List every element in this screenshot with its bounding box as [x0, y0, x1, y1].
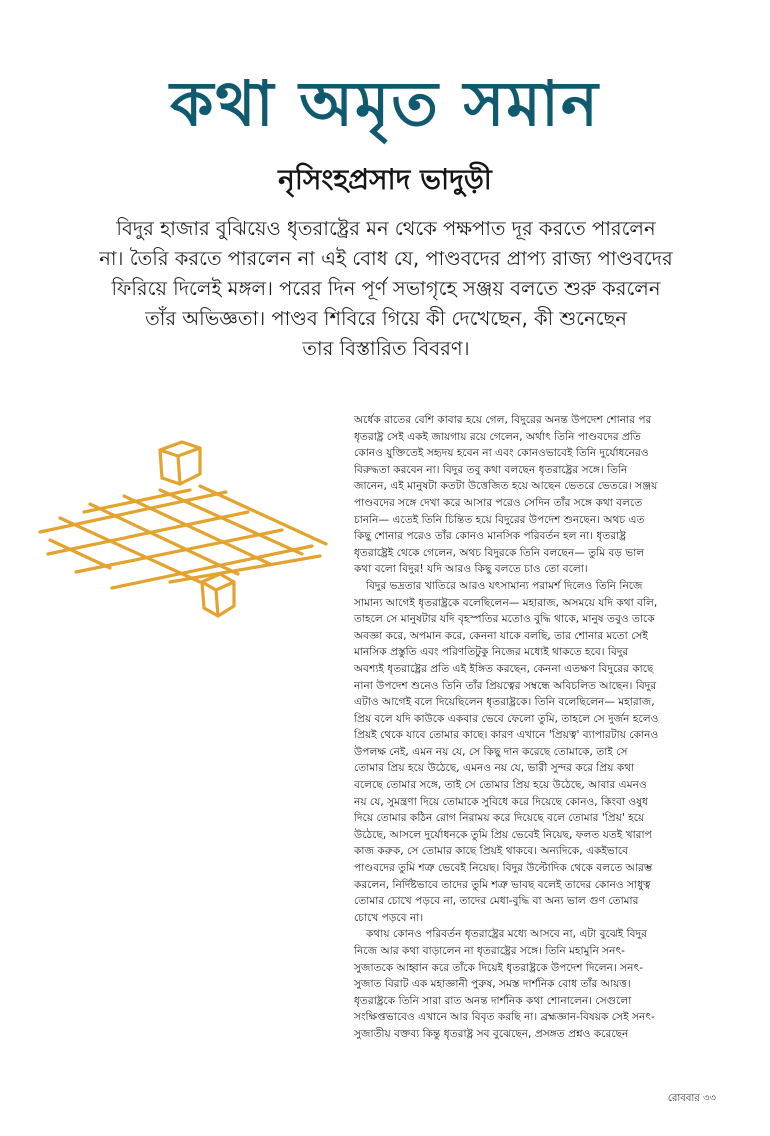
body-line: সুজাত বিরাট এক মহাজ্ঞানী পুরুষ, সমস্ত দার্শনিক বোধ তাঁর আয়ত্ত।	[354, 978, 631, 991]
article-title: কথা অমৃত সমান	[170, 67, 600, 140]
body-line: সামান্য আগেই ধৃতরাষ্ট্রকে বলেছিলেন— মহারাজ, অসময়ে যদি কথা বলি,	[354, 596, 658, 609]
body-line: দিয়ে তোমার কঠিন রোগ নিরাময় করে দিয়েছে বলে তোমার 'প্রিয়' হয়ে	[354, 812, 645, 825]
body-line: ধৃতরাষ্ট্রকে তিনি সারা রাত অনন্ত দার্শনিক কথা শোনালেন। সেগুলো	[354, 994, 632, 1007]
body-line: তাহলে সে মানুষটার যদি বৃহস্পতির মতোও বুদ্ধি থাকে, মানুষ তবুও তাকে	[354, 613, 655, 626]
body-line: ধৃতরাষ্ট্র সেই একই জায়গায় রয়ে গেলেন, অর্থাৎ তিনি পাণ্ডবদের প্রতি	[354, 430, 641, 443]
body-line: কিছু শোনার পরেও তাঁর কোনও মানসিক পরিবর্তন হল না। ধৃতরাষ্ট্র	[354, 530, 626, 543]
body-line: কথায় কোনও পরিবর্তন ধৃতরাষ্ট্রের মধ্যে আসবে না, এটা বুঝেই বিদুর	[366, 928, 647, 941]
body-line: নানা উপদেশ শুনেও তিনি তাঁর প্রিয়ত্বের সম্বন্ধে অবিচলিত আছেন। বিদুর	[354, 679, 657, 692]
body-line: বিরুদ্ধতা করবেন না। বিদুর তবু কথা বলছেন ধৃতরাষ্ট্রের সঙ্গে। তিনি	[354, 463, 628, 476]
intro-line: তাঁর অভিজ্ঞতা। পাণ্ডব শিবিরে গিয়ে কী দেখেছেন, কী শুনেছেন	[145, 307, 627, 330]
body-line: কোনও যুক্তিতেই সহৃদয় হবেন না এবং কোনওভাবেই তিনি দুর্যোধনেরও	[354, 447, 649, 460]
body-line: চাননি— এতেই তিনি চিন্তিত হয়ে বিদুরের উপদেশ শুনছেন। অথচ এত	[354, 513, 645, 526]
body-line: অবশ্যই ধৃতরাষ্ট্রের প্রতি এই ইঙ্গিত করছেন, কেননা এতক্ষণ বিদুরের কাছে	[354, 662, 654, 675]
body-line: অবজ্ঞা করে, অপমান করে, কেননা যাকে বলছি, তার শোনার মতো সেই	[354, 629, 648, 642]
dice-board-illustration	[20, 432, 332, 622]
body-line: জানেন, এই মানুষটা কতটা উত্তেজিত হয়ে আছেন ভেতরে ভেতরে। সঞ্জয়	[354, 480, 658, 493]
body-line: কাজ করুক, সে তোমার কাছে প্রিয়ই থাকবে। অন্যদিকে, একইভাবে	[354, 845, 629, 858]
body-line: পাণ্ডবদের তুমি শত্রু ভেবেই নিয়েছ। বিদুর উল্টোদিক থেকে বলতে আরম্ভ	[354, 862, 653, 875]
body-line: তোমার প্রিয় হয়ে উঠেছে, এমনও নয় যে, ভারী সুন্দর করে প্রিয় কথা	[354, 762, 635, 775]
body-line: উপলক্ষ নেই, এমন নয় যে, সে কিছু দান করেছে তোমাকে, তাই সে	[354, 745, 628, 758]
intro-line: তার বিস্তারিত বিবরণ।	[302, 337, 470, 360]
intro-line: না। তৈরি করতে পারলেন না এই বোধ যে, পাণ্ডবদের প্রাপ্য রাজ্য পাণ্ডবদের	[99, 247, 673, 270]
body-line: নয় যে, সুমন্ত্রণা দিয়ে তোমাকে সুবিধে করে দিয়েছে কোনও, কিংবা ওষুধ	[354, 795, 648, 808]
body-line: উঠেছে, আসলে দুর্যোধনকে তুমি প্রিয় ভেবেই নিয়েছ, ফলত যতই খারাপ	[354, 828, 652, 841]
body-line: করলেন, নির্দিষ্টভাবে তাদের তুমি শত্রু ভাবছ বলেই তাদের কোনও সাধুত্ব	[354, 878, 651, 891]
body-line: অর্ধেক রাতের বেশি কাবার হয়ে গেল, বিদুরের অনন্ত উপদেশ শোনার পর	[354, 414, 652, 426]
body-line: মানসিক প্রস্তুতি এবং পরিণতিটুকু নিজের মধ্যেই থাকতে হবে। বিদুর	[354, 646, 629, 659]
body-line: সুজাতীয় বক্তব্য কিন্তু ধৃতরাষ্ট্র সব বুঝেছেন, প্রসঙ্গত প্রশ্নও করেছেন	[354, 1027, 629, 1040]
body-line: তোমার চোখে পড়বে না, তাদের মেধা-বুদ্ধি বা অন্য ভাল গুণ তোমার	[354, 895, 639, 908]
author-name: নৃসিংহপ্রসাদ ভাদুড়ী	[278, 163, 492, 196]
article-body	[354, 412, 750, 1043]
intro-line: বিদুর হাজার বুঝিয়েও ধৃতরাষ্ট্রের মন থেকে পক্ষপাত দূর করতে পারলেন	[116, 217, 656, 240]
body-line: বলেছে তোমার সঙ্গে, তাই সে তোমার প্রিয় হয়ে উঠেছে, আবার এমনও	[354, 779, 647, 792]
body-line: পাণ্ডবদের সঙ্গে দেখা করে আসার পরেও সেদিন তাঁর সঙ্গে কথা বলতে	[354, 496, 643, 509]
intro-deck	[70, 214, 702, 364]
body-line: বিদুর ভদ্রতার খাতিরে আরও যৎসামান্য পরামর্শ দিলেও তিনি নিজে	[366, 579, 643, 592]
body-line: কথা বলো বিদুর! যদি আরও কিছু বলতে চাও তো বলো।	[354, 563, 588, 576]
body-line: এটাও আগেই বলে দিয়েছিলেন ধৃতরাষ্ট্রকে। তিনি বলেছিলেন— মহারাজ,	[354, 696, 655, 709]
body-line: ধৃতরাষ্ট্রেই থেকে গেলেন, অথচ বিদুরকে তিনি বলছেন— তুমি বড় ভাল	[354, 546, 645, 559]
intro-line: ফিরিয়ে দিলেই মঙ্গল। পরের দিন পূর্ণ সভাগৃহে সঞ্জয় বলতে শুরু করলেন	[111, 277, 661, 300]
body-line: নিজে আর কথা বাড়ালেন না ধৃতরাষ্ট্রের সঙ্গে। তিনি মহামুনি সনৎ-	[354, 945, 625, 957]
body-line: সংক্ষিপ্তভাবেও এখানে আর বিবৃত করছি না। ব্রহ্মজ্ঞান-বিষয়ক সেই সনৎ-	[354, 1011, 655, 1024]
body-line: প্রিয়ই থেকে যাবে তোমার কাছে। কারণ এখানে 'প্রিয়ত্ব' ব্যাপারটায় কোনও	[354, 729, 659, 742]
page-footer: রোববার ৩৩	[667, 1093, 716, 1104]
body-line: চোখে পড়বে না।	[354, 911, 424, 924]
body-line: সুজাতকে আহ্বান করে তাঁকে দিয়েই ধৃতরাষ্ট্রকে উপদেশ দিলেন। সনৎ-	[354, 961, 643, 974]
body-line: প্রিয় বলে যদি কাউকে একবার ভেবে ফেলো তুমি, তাহলে সে দুর্জন হলেও	[354, 712, 659, 725]
